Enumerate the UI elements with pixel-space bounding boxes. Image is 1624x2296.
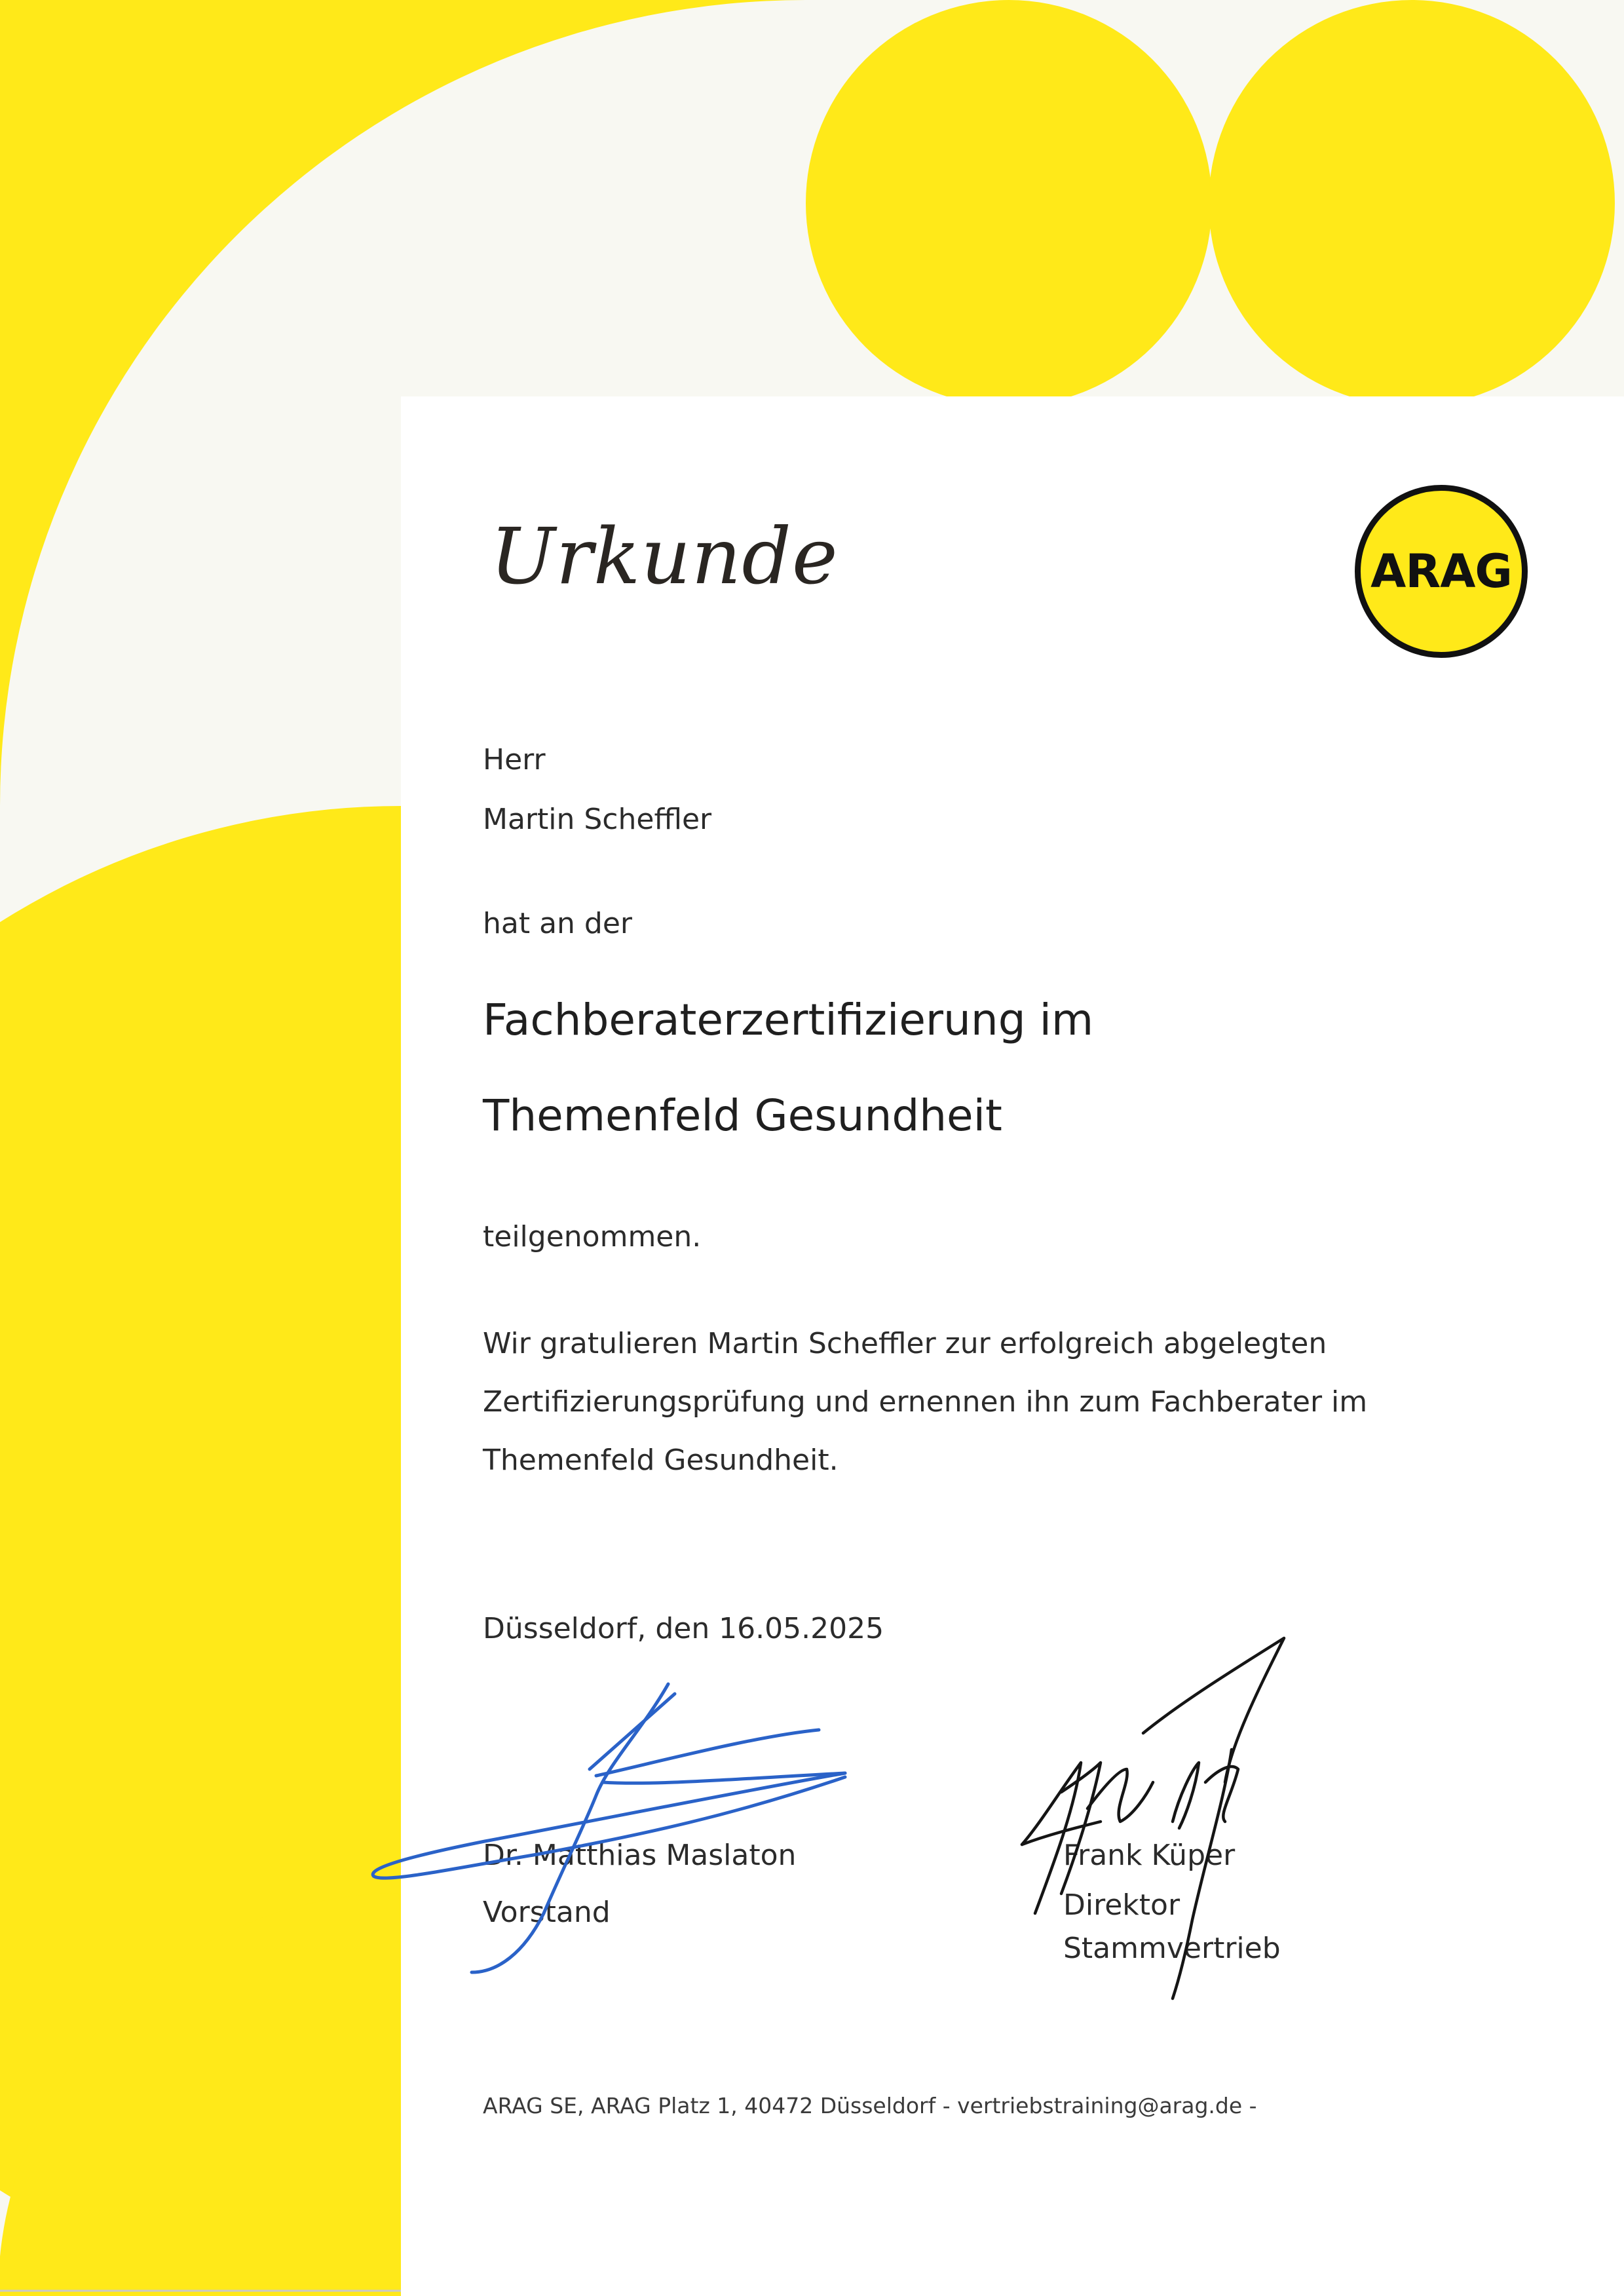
arag-logo-text: ARAG — [1370, 545, 1512, 598]
footer-address: ARAG SE, ARAG Platz 1, 40472 Düsseldorf - vertriebstraining@arag.de - — [483, 2093, 1257, 2118]
signatory-1-name: Dr. Matthias Maslaton — [483, 1839, 797, 1872]
salutation: Herr — [483, 743, 546, 776]
signatory-2-role-line2: Stammvertrieb — [1063, 1932, 1281, 1965]
certificate-title: Urkunde — [490, 511, 839, 602]
signatory-2-name: Frank Küper — [1063, 1839, 1236, 1872]
program-title-line2: Themenfeld Gesundheit — [483, 1090, 1002, 1141]
congrats-line3: Themenfeld Gesundheit. — [483, 1444, 839, 1477]
place-date: Düsseldorf, den 16.05.2025 — [483, 1612, 884, 1645]
signature-2 — [1022, 1638, 1284, 1999]
congrats-line1: Wir gratulieren Martin Scheffler zur erfolgreich abgelegten — [483, 1327, 1327, 1360]
congrats-line2: Zertifizierungsprüfung und ernennen ihn zum Fachberater im — [483, 1385, 1368, 1419]
signatory-2-role-line1: Direktor — [1063, 1888, 1180, 1922]
program-title-line1: Fachberaterzertifizierung im — [483, 995, 1094, 1045]
recipient-name: Martin Scheffler — [483, 803, 712, 836]
intro-text: hat an der — [483, 907, 633, 940]
signature-1 — [373, 1684, 845, 1972]
signatory-1-role: Vorstand — [483, 1896, 611, 1929]
participated-text: teilgenommen. — [483, 1220, 702, 1253]
